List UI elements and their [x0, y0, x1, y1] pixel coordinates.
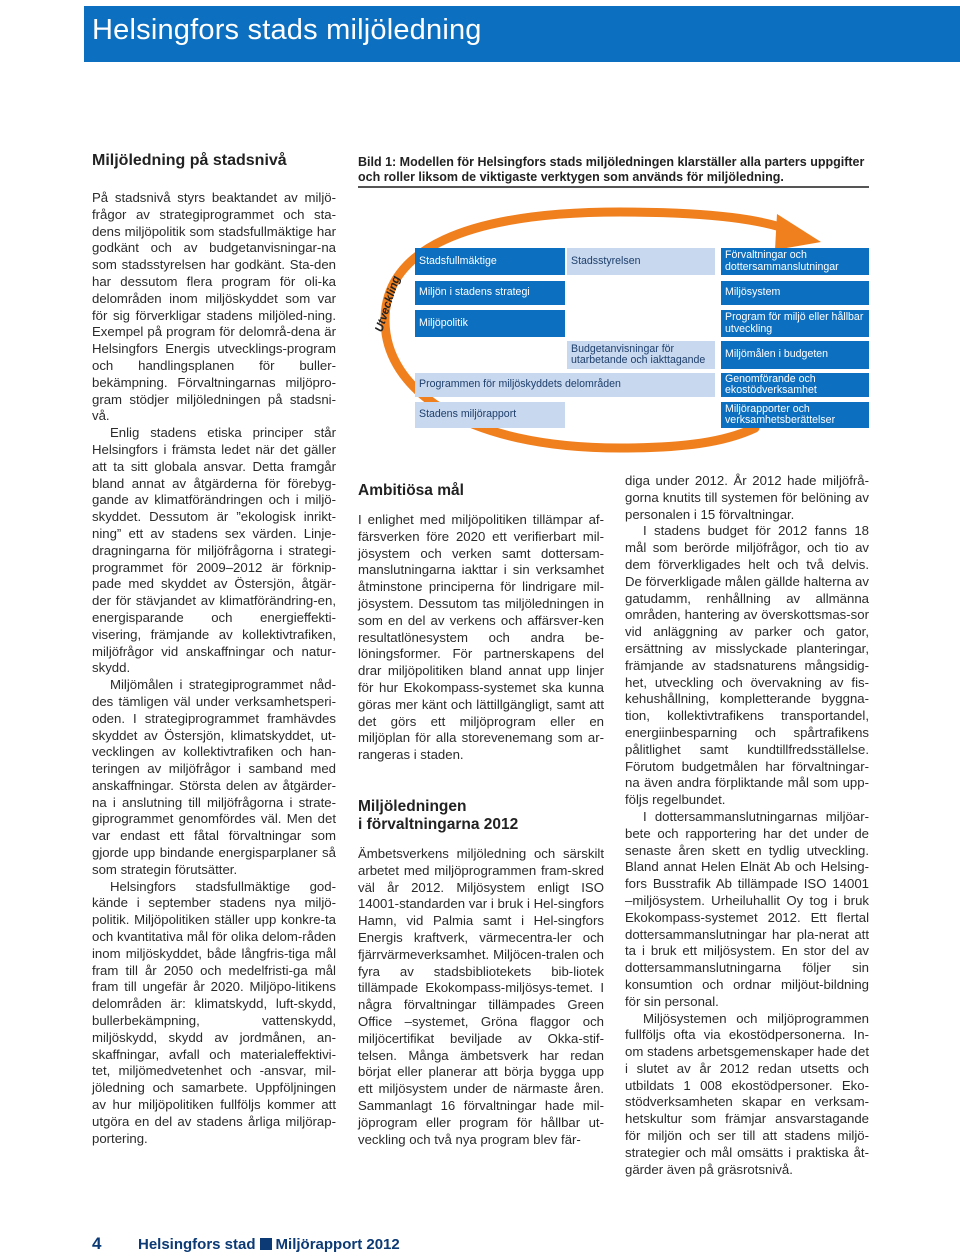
section-heading-left: Miljöledning på stadsnivå: [92, 152, 287, 169]
management-model-diagram: [355, 190, 870, 465]
box-miljorapporter: Miljörapporter och verksamhetsberättelser: [721, 402, 869, 428]
paragraph: Ämbetsverkens miljöledning och särskilt arbetet med miljöprogrammen fram-skred väl år 2012. Miljösystem enligt ISO 14001-standarden var i bruk i Hel-singfors Hamn, vid Palmia samt i Hel-singfors Energis kraftverk, värmecentra-ler och fjärrvärmeverksamhet. Miljöcen-tralen och fyra av stadsbibliotekets bib-liotek tillämpade Ekokompass-miljösys-temet. I några förvaltningar tillämpades Green Office –systemet, Gröna flaggor och miljöcertifikat beviljade av Okka-stif-telsen. Många ämbetsverk har redan börjat eller planerar att börja bygga upp ett miljösystem under de närmaste åren. Sammanlagt 16 förvaltningar hade mil-jöprogram eller program för hållbar ut-veckling och två nya program blev fär-: [358, 845, 604, 1147]
paragraph: Enlig stadens etiska principer står Helsingfors i främsta ledet när det gäller att ta sitt globala ansvar. Detta framgår bland annat av åtgärderna för förebyg-gande av klimatförändringen och i miljö-skyddet. Dessutom är ”ekologisk inrikt-ning” ett av stadens sex värden. Linje-dragningarna för miljöfrågorna i strategi-programmet för 2009–2012 är förknip-pade med skyddet av Östersjön, åtgär-der för stävjandet av klimatförändring-en, energisparande och energieffekti-visering, främjande av kollektivtrafiken, miljöfrågor vid anskaffningar och natur-skydd.: [92, 425, 336, 676]
middle-column: [358, 482, 604, 1148]
box-miljopolitik: Miljöpolitik: [415, 310, 565, 337]
box-miljon-strategi: Miljön i stadens strategi: [415, 281, 565, 305]
box-genomforande: Genomförande och ekostödverksamhet: [721, 373, 869, 397]
footer-title: [138, 1236, 400, 1253]
box-forvaltningar: Förvaltningar och dottersammanslutningar: [721, 248, 869, 275]
box-stadsfullmaktige: Stadsfullmäktige: [415, 248, 565, 275]
right-column: [625, 473, 869, 1178]
box-miljomalen: Miljömålen i budgeten: [721, 341, 869, 369]
box-miljosystem: Miljösystem: [721, 281, 869, 305]
footer-report: Miljörapport 2012: [275, 1236, 400, 1253]
left-column: [92, 190, 336, 1147]
caption-divider: [358, 186, 869, 188]
paragraph: Helsingfors stadsfullmäktige god-kände i september stadens nya miljö-politik. Miljöpolitiken ställer upp konkre-ta och kvantitativa mål för olika delom-råden inom miljöskyddet, både långfris-tiga mål fram till år 2050 och medelfristi-ga mål fram till ungefär år 2020. Miljöpo-litikens delområden är: klimatskydd, luft-skydd, bullerbekämpning, vattenskydd, miljöskydd, skydd av jordmånen, an-skaffningar, avfall och materialeffektivi-tet, miljömedvetenhet och -ansvar, mil-jöledning och samarbete. Uppföljningen av hur miljöpolitiken fullföljs kommer att utgöra en del av stadens årliga miljörap-portering.: [92, 878, 336, 1146]
arrow-label: Utveckling: [373, 274, 403, 334]
box-miljorapport: Stadens miljörapport: [415, 402, 565, 428]
paragraph: diga under 2012. År 2012 hade miljöfrå-gorna knutits till systemen för belöning av personalen i 15 förvaltningar.: [625, 473, 869, 522]
box-stadsstyrelsen: Stadsstyrelsen: [567, 248, 715, 275]
square-icon: [260, 1238, 272, 1250]
paragraph: På stadsnivå styrs beaktandet av miljö-frågor av strategiprogrammet och sta-dens miljöpolitik som stadsfullmäktige har godkänt och av budgetanvisningar-na som stadsstyrelsen har godkänt. Sta-den har dessutom flera program för oli-ka delområden inom miljöskyddet som var för sig förverkligar stadens miljöled-ning. Exempel på program för delområ-dena är Helsingfors Energis utvecklings-program och handlingsplanen för buller-bekämpning. Förvaltningarnas miljöpro-gram stödjer miljöledningen på stadsni-vå.: [92, 190, 336, 424]
paragraph: Miljösystemen och miljöprogrammen fullföljs ofta via ekostödpersonerna. In-om stadens arbetsgemenskaper hade det i slutet av år 2012 redan utsetts och utbildats 1 008 ekostödpersoner. Eko-stödverksamheten skapar en verksam-hetskultur som främjar ansvarstagande för miljön och ser till att stadens miljö-strategier och mål omsätts i praktiska åt-gärder även på gräsrotsnivå.: [625, 1010, 869, 1177]
box-programmen: Programmen för miljöskyddets delområden: [415, 373, 715, 397]
paragraph: I enlighet med miljöpolitiken tillämpar af-färsverken före 2020 ett verifierbart mil-jösystem och verken samt dottersam-manslutningarna iakttar i sin verksamhet åtminstone principerna för lindrigare mil-jösystem. Dessutom tas miljöledningen in som en del av verkens och affärsver-ken resultatlönesystem och andra be-löningsformer. För partnerskapens del drar miljöpolitiken bland annat upp linjer för hur Ekokompass-systemet ska kunna göras mer känt och lättillgängligt, samt att det görs ett miljöprogram eller en miljöplan för alla storevenemang som ar-rangeras i staden.: [358, 512, 604, 763]
section-subheading: i förvaltningarna 2012: [358, 815, 519, 833]
paragraph: I stadens budget för 2012 fanns 18 mål som berörde miljöfrågor, och tio av dem förverkligades helt och två delvis. De förverkligade målen gällde halterna av gatudamm, renhållning av allmänna områden, hantering av överskottsmas-sor vid anläggning av parker och gator, ersättning av misslyckade planteringar, främjande av stadsnaturens mångsidig-het, utveckling och övervakning av fis-kehushållning, kompletterande byggna-tion, kollektivtrafikens transportandel, energiinbesparning och spårtrafikens pålitlighet samt kundtillfredsställelse. Förutom budgetmålen har förvaltningar-na även andra förpliktande mål som upp-följs regelbundet.: [625, 523, 869, 808]
box-budgetanvisningar: Budgetanvisningar för utarbetande och iakttagande: [567, 341, 715, 369]
page-number: 4: [92, 1234, 102, 1253]
paragraph: I dottersammanslutningarnas miljöar-bete och rapportering har det under de senaste åren skett en tydlig utveckling. Bland annat Helen Elnät Ab och Helsing-fors Busstrafik Ab tillämpade ISO 14001 –miljösystem. Urheiluhallit Oy tog i bruk Ekokompass-systemet 2012. Ett flertal dottersammanslutningar har pla-nerat att ta i bruk ett miljösystem. En stor del av dottersammanslutningarna följer sin konsumtion och ordnar miljöut-bildning för sin personal.: [625, 808, 869, 1009]
section-heading: Ambitiösa mål: [358, 482, 464, 499]
box-program-miljo: Program för miljö eller hållbar utveckling: [721, 310, 869, 337]
footer-org: Helsingfors stad: [138, 1236, 256, 1253]
figure-caption: Bild 1: Modellen för Helsingfors stads miljöledningen klarställer alla parters uppgifter och roller liksom de viktigaste verktygen som används för miljöledning.: [358, 155, 865, 184]
paragraph: Miljömålen i strategiprogrammet nåd-des tämligen väl under verksamhetsperi-oden. I strategiprogrammet framhävdes skyddet av Östersjön, klimatskyddet, ut-vecklingen av kollektivtrafiken och han-teringen av miljöfrågor i samband med anskaffningar. Största delen av åtgärder-na i anslutning till miljöfrågorna i strate-giprogrammet genomfördes väl. Men det var endast ett fåtal förvaltningar som gjorde upp bindande energisparplaner så som strategin förutsätter.: [92, 677, 336, 877]
section-heading: Miljöledningen: [358, 797, 467, 815]
page-header: [0, 0, 960, 68]
page-title: Helsingfors stads miljöledning: [92, 14, 482, 46]
